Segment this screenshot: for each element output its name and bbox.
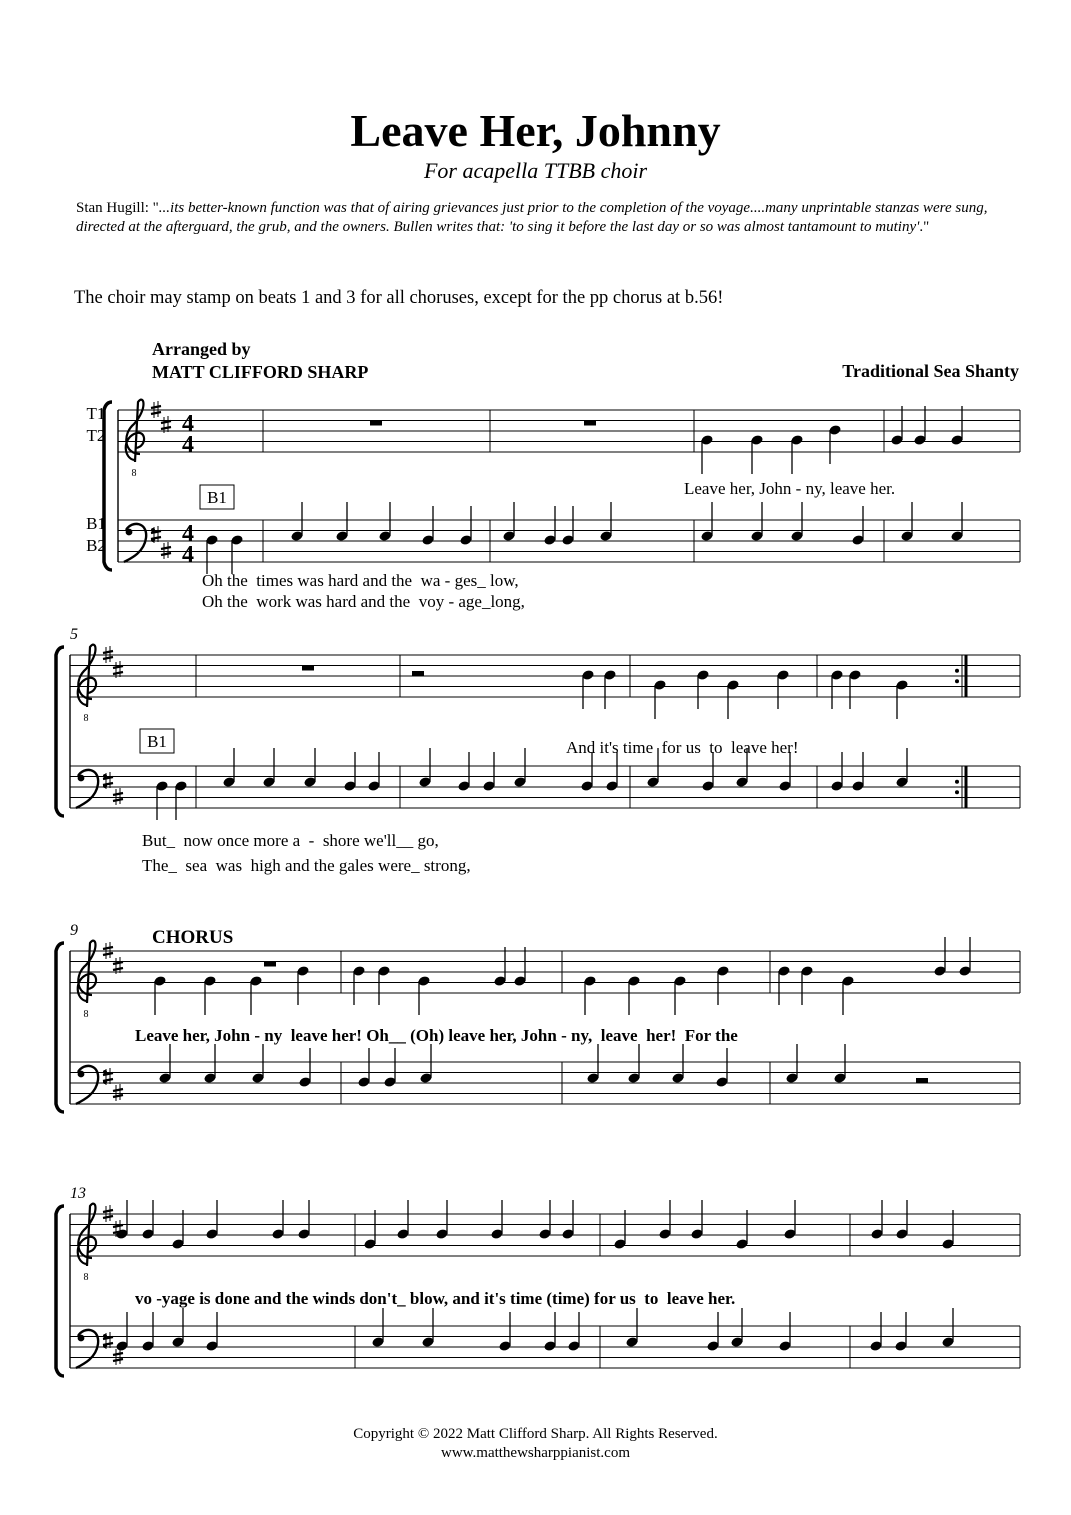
- upper-note: [377, 965, 390, 1005]
- lower-note: [785, 1044, 798, 1084]
- arranger-name: MATT CLIFFORD SHARP: [152, 362, 369, 382]
- time-signature-bottom: 4: [182, 432, 194, 458]
- upper-note: [870, 1200, 883, 1240]
- sharp-line: [113, 1089, 123, 1091]
- lower-note: [950, 502, 963, 542]
- bass-clef: [76, 1066, 107, 1104]
- upper-lyrics: And it's time for us to leave her!: [566, 738, 799, 757]
- lower-note: [851, 752, 864, 792]
- section-label: CHORUS: [152, 927, 234, 948]
- lower-note: [421, 506, 434, 546]
- upper-note: [417, 975, 430, 1015]
- sharp-line: [103, 1079, 113, 1081]
- lower-note: [419, 1044, 432, 1084]
- lower-note: [778, 1312, 791, 1352]
- lower-note: [543, 506, 556, 546]
- composer-credit: Traditional Sea Shanty: [842, 361, 1019, 381]
- upper-lyrics: vo -yage is done and the winds don't_ blow, and it's time (time) for us to leave her.: [135, 1289, 736, 1308]
- key-sharp: [113, 1084, 123, 1101]
- lower-note: [482, 752, 495, 792]
- whole-rest: [584, 421, 596, 426]
- upper-note: [958, 937, 971, 977]
- lower-note: [158, 1044, 171, 1084]
- upper-note: [658, 1200, 671, 1240]
- system-bracket: [56, 1206, 64, 1376]
- key-sharp: [161, 416, 171, 433]
- upper-note: [493, 947, 506, 987]
- clef-dot: [78, 775, 85, 782]
- lower-lyrics: The_ sea was high and the gales were_ strong,: [142, 856, 471, 875]
- quote-tail: .": [919, 219, 930, 235]
- lower-note: [371, 1308, 384, 1348]
- lower-note: [367, 752, 380, 792]
- lower-note: [251, 1044, 264, 1084]
- lower-note: [706, 1312, 719, 1352]
- upper-note: [800, 965, 813, 1005]
- upper-note: [205, 1200, 218, 1240]
- upper-note: [171, 1210, 184, 1250]
- upper-note: [538, 1200, 551, 1240]
- upper-note: [363, 1210, 376, 1250]
- upper-note: [115, 1200, 128, 1240]
- sharp-line: [103, 651, 113, 653]
- lower-note: [383, 1048, 396, 1088]
- lower-note: [567, 1312, 580, 1352]
- lower-note: [561, 506, 574, 546]
- quote-body: ...its better-known function was that of airing grievances just prior to the completion of the voyage....many unprintable stanzas were sung, directed at the afterguard, the grub, and the owners. Bullen writes that: 'to sing it before the last day or so was almost tantamount to mutiny': [76, 200, 988, 235]
- performance-note: The choir may stamp on beats 1 and 3 for all choruses, except for the pp chorus at b.56!: [74, 288, 724, 308]
- lower-note: [457, 752, 470, 792]
- time-signature-bottom: 4: [182, 542, 194, 568]
- treble-clef: [78, 645, 96, 724]
- repeat-dot: [955, 790, 959, 794]
- lower-note: [343, 752, 356, 792]
- key-sharp: [161, 542, 171, 559]
- lower-note: [851, 506, 864, 546]
- upper-note: [777, 965, 790, 1005]
- sharp-line: [103, 783, 113, 785]
- upper-note: [203, 975, 216, 1015]
- upper-note: [941, 1210, 954, 1250]
- lower-note: [502, 502, 515, 542]
- measure-number: 13: [70, 1185, 86, 1202]
- quote-lead: Stan Hugill: ": [76, 200, 159, 216]
- upper-lyrics: Leave her, John - ny, leave her.: [684, 479, 896, 498]
- sharp-line: [161, 421, 171, 423]
- lower-note: [580, 752, 593, 792]
- part-label-t1: T1: [86, 404, 106, 423]
- rehearsal-label: B1: [207, 488, 227, 507]
- upper-note: [716, 965, 729, 1005]
- lower-note: [790, 502, 803, 542]
- lower-note: [115, 1312, 128, 1352]
- system-bracket: [56, 647, 64, 816]
- lower-note: [418, 748, 431, 788]
- octave-eight: 8: [83, 713, 89, 724]
- clef-dot: [78, 1071, 85, 1078]
- upper-note: [513, 947, 526, 987]
- upper-note: [490, 1200, 503, 1240]
- upper-note: [895, 1200, 908, 1240]
- sharp-line: [113, 968, 123, 970]
- lower-note: [627, 1044, 640, 1084]
- upper-note: [653, 679, 666, 719]
- lower-note: [543, 1312, 556, 1352]
- upper-note: [726, 679, 739, 719]
- lower-note: [750, 502, 763, 542]
- sharp-line: [103, 1216, 113, 1218]
- lower-note: [141, 1312, 154, 1352]
- lower-note: [459, 506, 472, 546]
- upper-note: [613, 1210, 626, 1250]
- website-text: www.matthewsharppianist.com: [441, 1445, 630, 1461]
- lower-note: [174, 780, 187, 820]
- lower-note: [701, 752, 714, 792]
- upper-note: [690, 1200, 703, 1240]
- sharp-line: [113, 666, 123, 668]
- sharp-line: [113, 1353, 123, 1355]
- upper-note: [890, 406, 903, 446]
- measure-number: 9: [70, 922, 78, 939]
- lower-note: [298, 1048, 311, 1088]
- upper-note: [828, 424, 841, 464]
- time-signature-top: 4: [182, 521, 194, 547]
- footer: [0, 1425, 1071, 1463]
- lower-note: [222, 748, 235, 788]
- sharp-line: [113, 672, 123, 674]
- sharp-line: [103, 1210, 113, 1212]
- lower-note: [778, 752, 791, 792]
- whole-rest: [370, 421, 382, 426]
- sharp-line: [113, 1225, 123, 1227]
- score-title: Leave Her, Johnny: [350, 105, 721, 156]
- sharp-line: [103, 1343, 113, 1345]
- lower-note: [625, 1308, 638, 1348]
- half-rest: [412, 671, 424, 676]
- key-sharp: [113, 661, 123, 678]
- lower-note: [498, 1312, 511, 1352]
- whole-rest: [302, 666, 314, 671]
- lower-lyrics: Oh the times was hard and the wa - ges_ low,: [202, 571, 519, 590]
- lower-note: [205, 534, 218, 574]
- upper-note: [153, 975, 166, 1015]
- repeat-dot: [955, 679, 959, 683]
- lower-note: [941, 1308, 954, 1348]
- upper-note: [700, 434, 713, 474]
- upper-note: [561, 1200, 574, 1240]
- octave-eight: 8: [83, 1009, 89, 1020]
- sharp-line: [161, 427, 171, 429]
- time-signature-top: 4: [182, 411, 194, 437]
- bass-clef: [76, 1330, 107, 1368]
- lower-note: [203, 1044, 216, 1084]
- measure-number: 5: [70, 626, 78, 643]
- sharp-line: [161, 553, 171, 555]
- upper-note: [696, 669, 709, 709]
- key-sharp: [113, 957, 123, 974]
- lower-note: [155, 780, 168, 820]
- arranged-by-label: Arranged by: [152, 339, 251, 359]
- upper-note: [603, 669, 616, 709]
- clef-dot: [78, 1335, 85, 1342]
- key-sharp: [113, 788, 123, 805]
- upper-note: [841, 975, 854, 1015]
- upper-note: [352, 965, 365, 1005]
- sharp-line: [151, 412, 161, 414]
- lower-note: [230, 534, 243, 574]
- lower-note: [421, 1308, 434, 1348]
- sharp-line: [113, 962, 123, 964]
- upper-note: [141, 1200, 154, 1240]
- bass-clef: [76, 770, 107, 808]
- sharp-line: [113, 799, 123, 801]
- sharp-line: [151, 406, 161, 408]
- part-label-b1: B1: [86, 514, 106, 533]
- part-label-t2: T2: [86, 426, 106, 445]
- bass-clef: [124, 524, 155, 562]
- rehearsal-label: B1: [147, 732, 167, 751]
- clef-dot: [126, 529, 133, 536]
- upper-note: [895, 679, 908, 719]
- lower-note: [586, 1044, 599, 1084]
- sharp-line: [113, 793, 123, 795]
- sharp-line: [103, 953, 113, 955]
- upper-note: [913, 406, 926, 446]
- octave-eight: 8: [131, 468, 137, 479]
- sharp-line: [113, 1095, 123, 1097]
- lower-note: [378, 502, 391, 542]
- lower-note: [205, 1312, 218, 1352]
- lower-note: [830, 752, 843, 792]
- lower-note: [869, 1312, 882, 1352]
- upper-note: [583, 975, 596, 1015]
- sharp-line: [103, 947, 113, 949]
- treble-clef: [126, 400, 144, 479]
- treble-clef: [78, 1204, 96, 1283]
- lower-note: [700, 502, 713, 542]
- upper-note: [296, 965, 309, 1005]
- score-subtitle: For acapella TTBB choir: [423, 158, 648, 183]
- lower-note: [894, 1312, 907, 1352]
- upper-note: [581, 669, 594, 709]
- repeat-dot: [955, 780, 959, 784]
- lower-note: [171, 1308, 184, 1348]
- octave-eight: 8: [83, 1272, 89, 1283]
- lower-note: [513, 748, 526, 788]
- lower-lyrics: Oh the work was hard and the voy - age_long,: [202, 592, 525, 611]
- half-rest: [916, 1078, 928, 1083]
- upper-note: [950, 406, 963, 446]
- lower-note: [262, 748, 275, 788]
- copyright-text: Copyright © 2022 Matt Clifford Sharp. All Rights Reserved.: [353, 1426, 718, 1442]
- upper-note: [830, 669, 843, 709]
- lower-note: [335, 502, 348, 542]
- upper-note: [396, 1200, 409, 1240]
- lower-note: [900, 502, 913, 542]
- upper-note: [790, 434, 803, 474]
- lower-lyrics: But_ now once more a - shore we'll__ go,: [142, 831, 439, 850]
- upper-note: [435, 1200, 448, 1240]
- system-bracket: [56, 943, 64, 1112]
- sharp-line: [161, 547, 171, 549]
- lower-note: [671, 1044, 684, 1084]
- lower-note: [895, 748, 908, 788]
- key-sharp: [113, 1348, 123, 1365]
- lower-note: [357, 1048, 370, 1088]
- sharp-line: [103, 657, 113, 659]
- repeat-dot: [955, 669, 959, 673]
- lower-note: [605, 752, 618, 792]
- lower-note: [833, 1044, 846, 1084]
- upper-lyrics: Leave her, John - ny leave her! Oh__ (Oh) leave her, John - ny, leave her! For the: [135, 1026, 738, 1045]
- lower-note: [290, 502, 303, 542]
- upper-note: [627, 975, 640, 1015]
- sharp-line: [151, 537, 161, 539]
- lower-note: [715, 1048, 728, 1088]
- lower-note: [599, 502, 612, 542]
- upper-note: [735, 1210, 748, 1250]
- whole-rest: [264, 962, 276, 967]
- treble-clef: [78, 941, 96, 1020]
- upper-note: [933, 937, 946, 977]
- lower-note: [303, 748, 316, 788]
- upper-note: [783, 1200, 796, 1240]
- part-label-b2: B2: [86, 536, 106, 555]
- upper-note: [271, 1200, 284, 1240]
- upper-note: [249, 975, 262, 1015]
- sharp-line: [113, 1359, 123, 1361]
- upper-note: [776, 669, 789, 709]
- upper-note: [750, 434, 763, 474]
- upper-note: [297, 1200, 310, 1240]
- lower-note: [730, 1308, 743, 1348]
- upper-note: [673, 975, 686, 1015]
- upper-note: [848, 669, 861, 709]
